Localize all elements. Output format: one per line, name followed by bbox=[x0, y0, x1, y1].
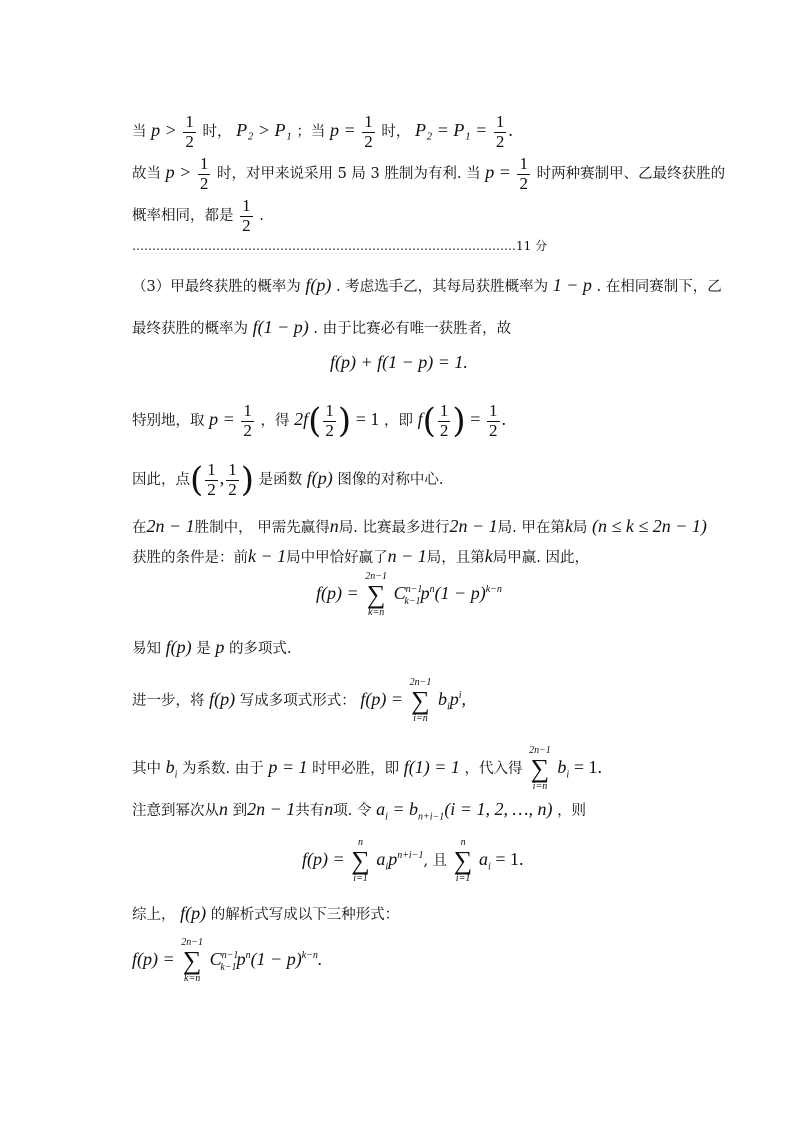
b: b bbox=[437, 689, 447, 709]
math-fp-eq: f(p) = bbox=[360, 689, 403, 709]
p: p bbox=[449, 689, 459, 709]
math-f: f bbox=[417, 409, 423, 430]
math-p-eq: p = bbox=[329, 120, 356, 141]
text: 局中甲恰好赢了 bbox=[286, 550, 388, 566]
text: 项. 令 bbox=[333, 803, 372, 819]
binomial-term bbox=[393, 583, 502, 607]
text: 到 bbox=[228, 803, 248, 819]
text: 时， bbox=[381, 124, 411, 141]
fraction-half bbox=[517, 155, 530, 193]
den: 2 bbox=[364, 131, 373, 151]
math-eq-1: = 1. bbox=[495, 849, 524, 869]
b: b bbox=[165, 757, 175, 777]
math-p-gt: p > bbox=[151, 120, 177, 141]
num: 1 bbox=[243, 401, 252, 420]
sum-upper: 2n−1 bbox=[409, 677, 432, 688]
comma: , bbox=[461, 689, 466, 709]
a-sub: i bbox=[487, 861, 491, 873]
line-reindex bbox=[132, 800, 586, 823]
sigma: ∑ bbox=[366, 580, 386, 609]
paren-left: ( bbox=[422, 401, 436, 442]
binom-sub: k−1 bbox=[404, 595, 421, 607]
math-p-eq: p = bbox=[209, 409, 235, 430]
sum-lower: k=n bbox=[184, 973, 201, 984]
math-2f: 2f bbox=[294, 409, 309, 430]
text: . bbox=[259, 208, 264, 225]
text: 局，且第 bbox=[426, 550, 485, 566]
p-sup: i bbox=[458, 690, 462, 701]
bi-pi-term bbox=[437, 689, 466, 713]
period: . bbox=[317, 949, 323, 969]
text: 局甲赢. 因此， bbox=[492, 550, 590, 566]
part3-line2 bbox=[132, 318, 511, 337]
equation-fp-a bbox=[302, 838, 524, 884]
text: . 由于比赛必有唯一获胜者，故 bbox=[313, 321, 512, 337]
paren-right: ) bbox=[337, 401, 352, 442]
math-f-1-minus-p: f(1 − p) bbox=[252, 317, 309, 337]
fraction-half bbox=[205, 461, 218, 499]
sigma: ∑ bbox=[182, 946, 202, 975]
paren-right: ) bbox=[452, 401, 466, 442]
line-polynomial bbox=[132, 638, 292, 657]
fraction-half bbox=[198, 155, 211, 193]
b: b bbox=[557, 757, 567, 777]
num: 1 bbox=[519, 154, 528, 173]
binom-sup: n−1 bbox=[221, 950, 239, 961]
text: ，代入得 bbox=[464, 761, 523, 777]
math-fp-eq: f(p) = bbox=[316, 583, 359, 603]
math-n: n bbox=[324, 799, 334, 819]
line-polynomial-form bbox=[132, 678, 466, 724]
num: 1 bbox=[185, 112, 194, 131]
sum-upper: 2n−1 bbox=[529, 745, 551, 756]
b-i-sum bbox=[557, 757, 570, 781]
a-sub: i bbox=[385, 811, 388, 823]
sum-lower: i=1 bbox=[353, 873, 368, 884]
text: 是 bbox=[196, 641, 211, 657]
text: ；当 bbox=[296, 124, 326, 141]
text: 时两种赛制甲、乙最终获胜的 bbox=[536, 166, 726, 183]
text: 概率相同，都是 bbox=[132, 208, 234, 225]
b-sub: i bbox=[174, 769, 178, 781]
p: p bbox=[420, 583, 430, 603]
math-fp: f(p) bbox=[165, 637, 192, 657]
binom-sub: k−1 bbox=[220, 961, 237, 973]
math-fp: f(p) bbox=[306, 468, 333, 489]
text: 在 bbox=[132, 520, 147, 536]
p-sup: n bbox=[245, 950, 251, 961]
fraction-half bbox=[241, 402, 254, 440]
math-f1-eq-1: f(1) = 1 bbox=[403, 757, 460, 777]
text: 最终获胜的概率为 bbox=[132, 321, 248, 337]
paren-left: ( bbox=[190, 460, 204, 501]
sigma: ∑ bbox=[411, 686, 430, 715]
text: 的多项式. bbox=[228, 641, 292, 657]
text: 为系数. 由于 bbox=[182, 761, 264, 777]
binomial-term bbox=[209, 949, 323, 973]
den: 2 bbox=[207, 479, 216, 499]
math-eq-1: = 1. bbox=[573, 757, 602, 777]
den: 2 bbox=[489, 420, 498, 440]
text: 其中 bbox=[132, 761, 161, 777]
text: 时， bbox=[202, 124, 232, 141]
k-minus-n-sup: k−n bbox=[301, 950, 318, 961]
math-p-eq-1: p = 1 bbox=[268, 757, 308, 777]
text: 因此，点 bbox=[132, 472, 190, 489]
sigma: ∑ bbox=[453, 846, 473, 875]
one-minus-p: (1 − p) bbox=[250, 949, 302, 969]
sum-upper: n bbox=[358, 837, 364, 848]
text: 是函数 bbox=[258, 472, 303, 489]
line-p-gt-half bbox=[132, 113, 513, 151]
text: 局. 比赛最多进行 bbox=[338, 520, 450, 536]
math-k-1: k − 1 bbox=[248, 546, 287, 566]
den: 2 bbox=[199, 173, 209, 193]
text: （3）甲最终获胜的概率为 bbox=[132, 279, 301, 295]
period: . bbox=[508, 120, 513, 141]
a: a bbox=[376, 799, 386, 819]
num: 1 bbox=[325, 401, 334, 420]
den: 2 bbox=[519, 173, 528, 193]
equation-final bbox=[132, 938, 322, 984]
sum-lower: i=n bbox=[413, 713, 428, 724]
p: p bbox=[236, 949, 246, 969]
text: ，得 bbox=[260, 413, 290, 430]
comma: , bbox=[219, 468, 225, 489]
text: 时，对甲来说采用 5 局 3 胜制为有利. 当 bbox=[216, 166, 481, 183]
a-sub: i bbox=[385, 861, 389, 873]
score-line bbox=[132, 240, 547, 252]
text: 共有 bbox=[295, 803, 325, 819]
num: 1 bbox=[242, 196, 251, 215]
text: . 在相同赛制下，乙 bbox=[596, 279, 722, 295]
num: 1 bbox=[199, 154, 209, 173]
fraction-half bbox=[226, 461, 239, 499]
binom-sup: n−1 bbox=[405, 584, 423, 595]
line-best-of bbox=[132, 517, 707, 536]
math-1-minus-p: 1 − p bbox=[552, 275, 592, 295]
math-n: n bbox=[219, 799, 228, 819]
period: . bbox=[501, 409, 507, 430]
eq-b: = b bbox=[387, 799, 419, 819]
sum-lower: i=1 bbox=[455, 873, 471, 884]
math-p: p bbox=[215, 637, 225, 657]
den: 2 bbox=[495, 131, 505, 151]
sigma: ∑ bbox=[351, 846, 370, 875]
math-fp: f(p) bbox=[180, 903, 207, 923]
equation-fp-sum bbox=[316, 572, 502, 618]
num: 1 bbox=[489, 401, 498, 420]
text: 写成多项式形式： bbox=[239, 693, 356, 709]
num: 1 bbox=[495, 112, 505, 131]
num: 1 bbox=[439, 401, 449, 420]
ai-sum bbox=[478, 849, 491, 873]
text: 故当 bbox=[132, 166, 161, 183]
line-equal-prob bbox=[132, 197, 264, 235]
equation-symmetry: f(p) + f(1 − p) = 1. bbox=[330, 352, 468, 372]
paren-left: ( bbox=[308, 401, 322, 442]
a: a bbox=[376, 849, 386, 869]
math-k: k bbox=[564, 516, 573, 536]
sum-symbol bbox=[181, 938, 203, 984]
math-2n-1: 2n − 1 bbox=[146, 516, 195, 536]
text: 获胜的条件是：前 bbox=[132, 550, 248, 566]
den: 2 bbox=[228, 479, 237, 499]
math-2n-1: 2n − 1 bbox=[449, 516, 498, 536]
binom-C: C bbox=[209, 949, 222, 969]
fraction-half bbox=[487, 402, 500, 440]
math-fp-eq: f(p) = bbox=[132, 949, 175, 969]
sum-symbol bbox=[351, 838, 370, 884]
num: 1 bbox=[228, 460, 237, 479]
text: 局 bbox=[572, 520, 588, 536]
a: a bbox=[478, 849, 488, 869]
line-summary bbox=[132, 904, 399, 923]
math-p2-gt-p1: P₂ > P₁ bbox=[236, 120, 292, 141]
den: 2 bbox=[439, 420, 449, 440]
sum-symbol bbox=[529, 746, 551, 792]
score-label: 11 分 bbox=[516, 239, 548, 253]
fraction-half bbox=[240, 197, 253, 235]
ai-definition bbox=[376, 799, 553, 823]
math-eq: = bbox=[470, 409, 481, 430]
b-sub: n+i−1 bbox=[418, 811, 445, 823]
range: (i = 1, 2, …, n) bbox=[444, 799, 553, 819]
sum-symbol bbox=[410, 678, 432, 724]
sum-upper: 2n−1 bbox=[365, 571, 387, 582]
binom-C: C bbox=[393, 583, 406, 603]
fraction-half bbox=[438, 402, 451, 440]
fraction-half bbox=[362, 113, 375, 151]
sum-symbol bbox=[365, 572, 387, 618]
p-sup: n bbox=[429, 584, 435, 595]
paren-right: ) bbox=[240, 460, 255, 501]
line-coefficients bbox=[132, 746, 602, 792]
part3-line1 bbox=[132, 276, 722, 295]
text: . 考虑选手乙，其每局获胜概率为 bbox=[335, 279, 549, 295]
math-2n-1: 2n − 1 bbox=[247, 799, 296, 819]
sigma: ∑ bbox=[530, 754, 550, 783]
text: 易知 bbox=[132, 641, 161, 657]
math-p-eq: p = bbox=[485, 162, 511, 183]
den: 2 bbox=[243, 420, 252, 440]
k-minus-n-sup: k−n bbox=[485, 584, 502, 595]
text: ，则 bbox=[557, 803, 587, 819]
text: 的解析式写成以下三种形式： bbox=[210, 907, 400, 923]
math-eq-1: = 1 bbox=[355, 409, 380, 430]
p-sup: n+i−1 bbox=[397, 850, 424, 861]
ai-term bbox=[376, 849, 424, 873]
math-p2-eq-p1: P₂ = P₁ = bbox=[414, 120, 488, 141]
text: 时甲必胜，即 bbox=[312, 761, 400, 777]
sum-symbol bbox=[454, 838, 473, 884]
num: 1 bbox=[207, 460, 216, 479]
math-k: k bbox=[484, 546, 493, 566]
sum-upper: 2n−1 bbox=[181, 937, 203, 948]
fraction-half bbox=[494, 113, 507, 151]
den: 2 bbox=[242, 215, 251, 235]
den: 2 bbox=[185, 131, 194, 151]
den: 2 bbox=[325, 420, 334, 440]
text: 图像的对称中心. bbox=[337, 472, 444, 489]
text: 局. 甲在第 bbox=[497, 520, 565, 536]
math-fp-eq: f(p) = bbox=[302, 849, 345, 869]
text: 注意到幂次从 bbox=[132, 803, 219, 819]
fraction-half bbox=[323, 402, 336, 440]
math-k-range: (n ≤ k ≤ 2n − 1) bbox=[591, 516, 707, 536]
fraction-half bbox=[183, 113, 196, 151]
math-fp: f(p) bbox=[209, 689, 236, 709]
math-n-1: n − 1 bbox=[387, 546, 427, 566]
sum-lower: i=n bbox=[532, 781, 548, 792]
text: 特别地，取 bbox=[132, 413, 205, 430]
text: 综上， bbox=[132, 907, 176, 923]
line-symmetry-center bbox=[132, 461, 443, 499]
math-fp: f(p) bbox=[305, 275, 332, 295]
one-minus-p: (1 − p) bbox=[434, 583, 486, 603]
text: 进一步，将 bbox=[132, 693, 205, 709]
line-win-condition bbox=[132, 547, 589, 566]
p: p bbox=[388, 849, 398, 869]
math-n: n bbox=[329, 516, 339, 536]
b-sub: i bbox=[566, 769, 570, 781]
sum-upper: n bbox=[460, 837, 466, 848]
num: 1 bbox=[364, 112, 373, 131]
b-sub: i bbox=[446, 701, 450, 713]
text: 胜制中， 甲需先赢得 bbox=[194, 520, 330, 536]
dots: …………………………………………………………………………………… bbox=[132, 239, 516, 253]
sum-lower: k=n bbox=[368, 607, 385, 618]
text: , 且 bbox=[423, 853, 448, 869]
math-p-gt: p > bbox=[165, 162, 192, 183]
line-conclusion bbox=[132, 155, 725, 193]
text: 当 bbox=[132, 124, 147, 141]
b-i bbox=[165, 757, 178, 781]
line-special-case bbox=[132, 402, 506, 440]
text: ，即 bbox=[384, 413, 414, 430]
